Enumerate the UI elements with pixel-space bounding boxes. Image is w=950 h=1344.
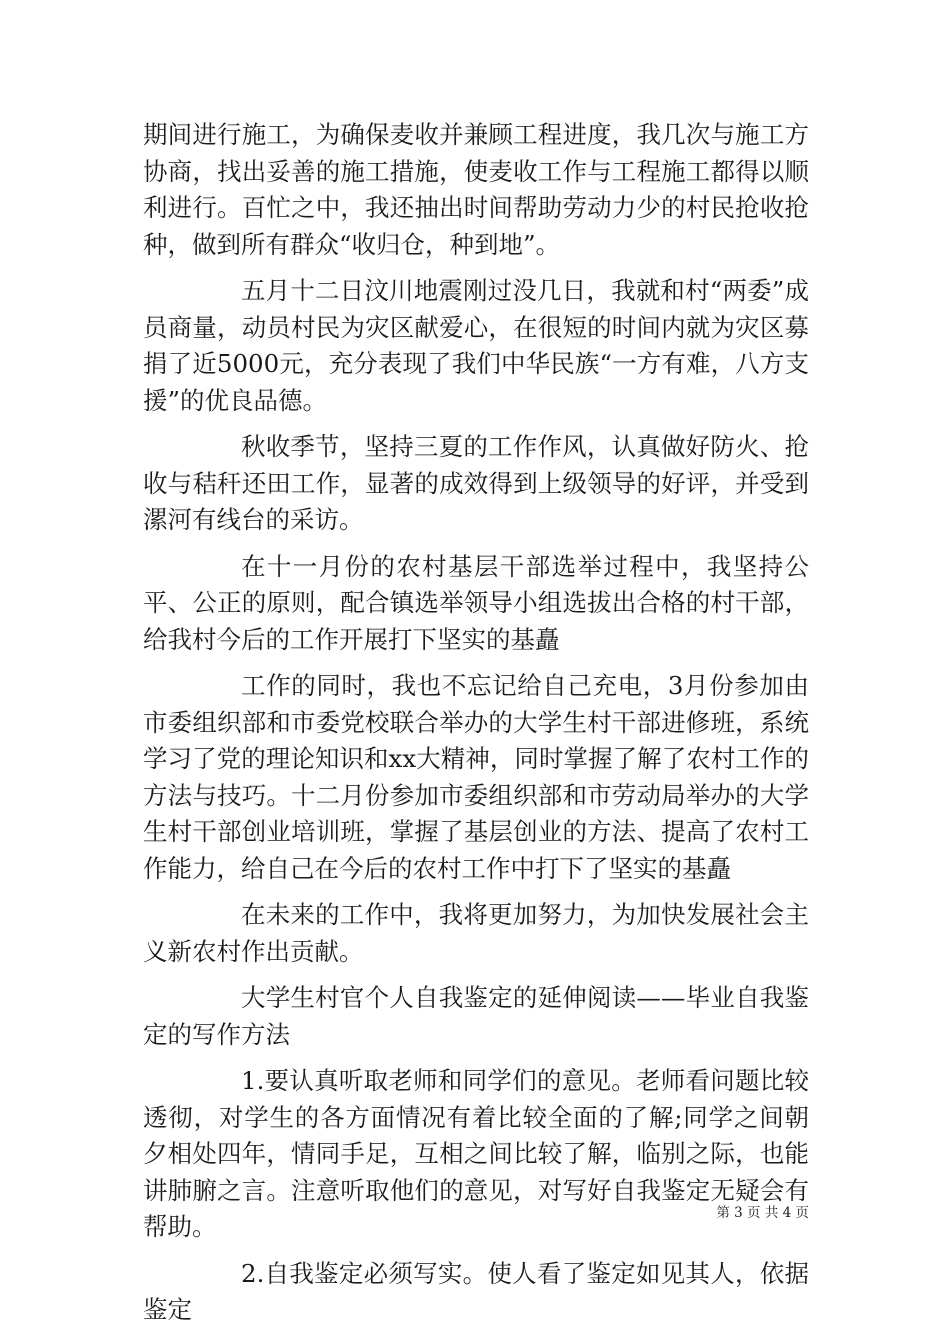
paragraph-7: 1.要认真听取老师和同学们的意见。老师看问题比较透彻，对学生的各方面情况有着比较全面的了解;同学之间朝夕相处四年，情同手足，互相之间比较了解，临别之际，也能讲肺腑之言。注意听取他们的意见，对写好自我鉴定无疑会有帮助。 xyxy=(143,1066,809,1241)
document-body xyxy=(143,117,809,1339)
paragraph-4: 在十一月份的农村基层干部选举过程中，我坚持公平、公正的原则，配合镇选举领导小组选拔出合格的村干部，给我村今后的工作开展打下坚实的基矗 xyxy=(143,551,809,654)
paragraph-6: 在未来的工作中，我将更加努力，为加快发展社会主义新农村作出贡献。 xyxy=(143,900,809,966)
paragraph-5: 工作的同时，我也不忘记给自己充电，3月份参加由市委组织部和市委党校联合举办的大学生村干部进修班，系统学习了党的理论知识和xx大精神，同时掌握了解了农村工作的方法与技巧。十二月份参加市委组织部和市劳动局举办的大学生村干部创业培训班，掌握了基层创业的方法、提高了农村工作能力，给自己在今后的农村工作中打下了坚实的基矗 xyxy=(143,671,809,883)
paragraph-3: 秋收季节，坚持三夏的工作作风，认真做好防火、抢收与秸秆还田工作，显著的成效得到上级领导的好评，并受到漯河有线台的采访。 xyxy=(143,432,809,534)
paragraph-2: 五月十二日汶川地震刚过没几日，我就和村“两委”成员商量，动员村民为灾区献爱心，在很短的时间内就为灾区募捐了近5000元，充分表现了我们中华民族“一方有难，八方支援”的优良品德。 xyxy=(143,276,809,415)
paragraph-8: 2.自我鉴定必须写实。使人看了鉴定如见其人，依据鉴定 xyxy=(143,1258,809,1324)
paragraph-1: 期间进行施工，为确保麦收并兼顾工程进度，我几次与施工方协商，找出妥善的施工措施，使麦收工作与工程施工都得以顺利进行。百忙之中，我还抽出时间帮助劳动力少的村民抢收抢种，做到所有群众“收归仓，种到地”。 xyxy=(143,120,809,259)
page-footer: 第 3 页 共 4 页 xyxy=(716,1205,809,1221)
section-heading: 大学生村官个人自我鉴定的延伸阅读——毕业自我鉴定的写作方法 xyxy=(143,983,809,1049)
